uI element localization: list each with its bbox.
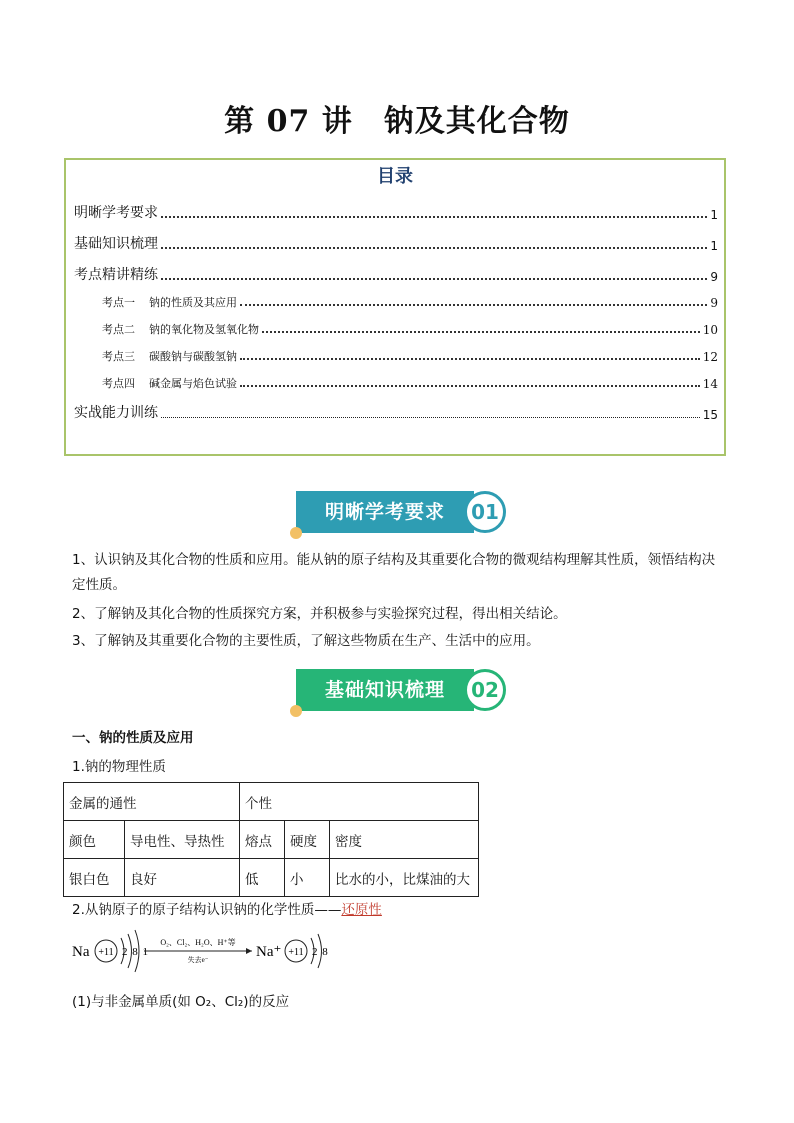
subsection-heading: 一、钠的性质及应用 — [72, 730, 194, 746]
item-heading-nonmetal: (1)与非金属单质(如 O₂、Cl₂)的反应 — [72, 994, 290, 1010]
table-cell: 硬度 — [285, 821, 330, 859]
toc-entry-practice[interactable]: 实战能力训练 15 — [74, 405, 718, 422]
banner-dot-icon — [290, 705, 302, 717]
toc-entry-point-2[interactable]: 考点二 钠的氧化物及氢氧化物 10 — [102, 323, 718, 337]
reducing-property-link[interactable]: 还原性 — [341, 902, 382, 918]
banner-dot-icon — [290, 527, 302, 539]
left-shells: 2 8 1 — [122, 946, 149, 958]
toc-entry-knowledge[interactable]: 基础知识梳理 1 — [74, 236, 718, 253]
requirement-2: 2、了解钠及其化合物的性质探究方案，并积极参与实验探究过程，得出相关结论。 — [72, 606, 567, 622]
section-number: 02 — [464, 669, 506, 711]
toc-heading: 目录 — [377, 166, 413, 187]
requirement-3: 3、了解钠及其重要化合物的主要性质，了解这些物质在生产、生活中的应用。 — [72, 633, 540, 649]
sodium-ionization-scheme — [72, 924, 432, 974]
table-cell: 颜色 — [64, 821, 125, 859]
item-heading-chemical: 2.从钠原子的原子结构认识钠的化学性质——还原性 — [72, 902, 382, 918]
scheme-right-symbol: Na⁺ — [256, 944, 282, 960]
requirement-1: 1、认识钠及其化合物的性质和应用。能从钠的原子结构及其重要化合物的微观结构理解其性质，领悟结构决定性质。 — [72, 552, 716, 593]
table-header-individual: 个性 — [240, 783, 479, 821]
section-banner-requirements — [296, 491, 510, 533]
toc-entry-exam-points[interactable]: 考点精讲精练 9 — [74, 267, 718, 284]
section-banner-title: 明晰学考要求 — [296, 491, 474, 533]
table-header-general: 金属的通性 — [64, 783, 240, 821]
physical-properties-table — [63, 782, 479, 897]
toc-entry-point-1[interactable]: 考点一 钠的性质及其应用 9 — [102, 296, 718, 310]
nucleus-charge-right: +11 — [288, 947, 304, 958]
table-of-contents — [64, 158, 726, 456]
toc-entry-point-4[interactable]: 考点四 碱金属与焰色试验 14 — [102, 377, 718, 391]
table-cell: 低 — [240, 859, 285, 897]
section-banner-title: 基础知识梳理 — [296, 669, 474, 711]
table-cell: 小 — [285, 859, 330, 897]
table-cell: 良好 — [125, 859, 240, 897]
table-cell: 银白色 — [64, 859, 125, 897]
nucleus-charge: +11 — [98, 947, 114, 958]
scheme-left-symbol: Na — [72, 944, 90, 960]
right-shells: 2 8 — [312, 946, 329, 958]
table-cell: 熔点 — [240, 821, 285, 859]
toc-entry-point-3[interactable]: 考点三 碳酸钠与碳酸氢钠 12 — [102, 350, 718, 364]
table-cell: 比水的小，比煤油的大 — [330, 859, 479, 897]
toc-entry-requirements[interactable]: 明晰学考要求 1 — [74, 205, 718, 222]
page-title: 第 07 讲 钠及其化合物 — [224, 104, 570, 139]
scheme-arrow-note: 失去e⁻ — [187, 956, 209, 964]
scheme-reagents: O₂、Cl₂、H₂O、H⁺等 — [160, 938, 236, 947]
table-cell: 导电性、导热性 — [125, 821, 240, 859]
section-number: 01 — [464, 491, 506, 533]
section-banner-knowledge — [296, 669, 510, 711]
item-heading-physical: 1.钠的物理性质 — [72, 759, 166, 775]
table-cell: 密度 — [330, 821, 479, 859]
